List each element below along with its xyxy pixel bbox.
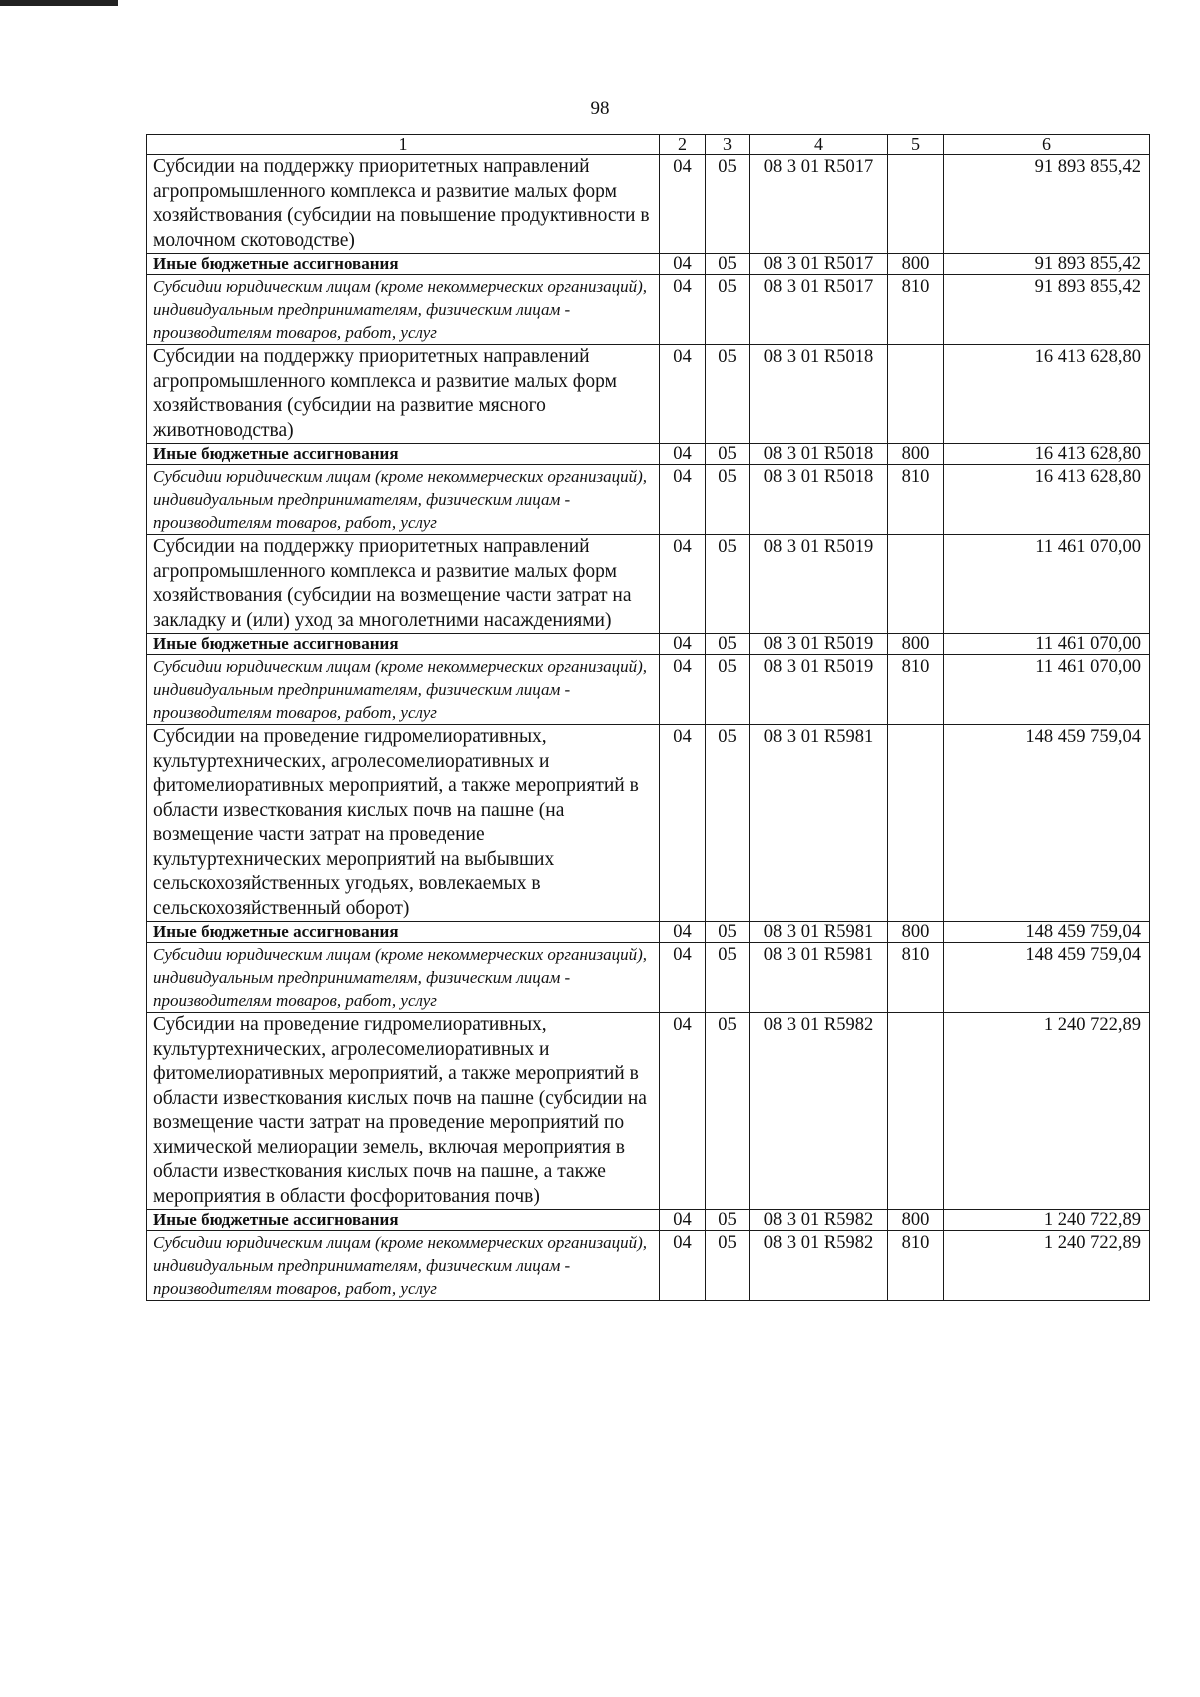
- cell-expense-type: 800: [888, 254, 944, 275]
- cell-amount: 11 461 070,00: [944, 634, 1150, 655]
- cell-subsection: 05: [706, 725, 750, 922]
- cell-target-code: 08 3 01 R5019: [750, 655, 888, 725]
- cell-name: Иные бюджетные ассигнования: [147, 922, 660, 943]
- cell-name: Субсидии на проведение гидромелиоративных, культуртехнических, агролесомелиоративных и фитомелиоративных мероприятий, а также мероприятий в области известкования кислых почв на пашне (субсидии на возмещение части затрат на проведение мероприятий по химической мелиорации земель, включая мероприятия в области известкования кислых почв на пашне, а также мероприятия в области фосфоритования почв): [147, 1013, 660, 1210]
- cell-name: Субсидии юридическим лицам (кроме некоммерческих организаций), индивидуальным предпринимателям, физическим лицам - производителям товаров, работ, услуг: [147, 465, 660, 535]
- cell-amount: 148 459 759,04: [944, 943, 1150, 1013]
- cell-section: 04: [660, 275, 706, 345]
- table-row-bold: [147, 1210, 1150, 1231]
- table-row-bold: [147, 634, 1150, 655]
- header-col-1: 1: [147, 135, 660, 155]
- cell-target-code: 08 3 01 R5019: [750, 634, 888, 655]
- cell-section: 04: [660, 943, 706, 1013]
- cell-subsection: 05: [706, 345, 750, 444]
- cell-subsection: 05: [706, 634, 750, 655]
- cell-section: 04: [660, 1231, 706, 1301]
- cell-expense-type: 810: [888, 1231, 944, 1301]
- cell-target-code: 08 3 01 R5981: [750, 725, 888, 922]
- cell-expense-type: [888, 725, 944, 922]
- cell-section: 04: [660, 1013, 706, 1210]
- cell-target-code: 08 3 01 R5018: [750, 444, 888, 465]
- cell-amount: 1 240 722,89: [944, 1231, 1150, 1301]
- cell-target-code: 08 3 01 R5018: [750, 345, 888, 444]
- cell-amount: 11 461 070,00: [944, 655, 1150, 725]
- cell-expense-type: 800: [888, 1210, 944, 1231]
- cell-subsection: 05: [706, 1013, 750, 1210]
- cell-target-code: 08 3 01 R5019: [750, 535, 888, 634]
- cell-target-code: 08 3 01 R5017: [750, 275, 888, 345]
- table-row-normal: [147, 725, 1150, 922]
- cell-name: Иные бюджетные ассигнования: [147, 254, 660, 275]
- cell-amount: 148 459 759,04: [944, 725, 1150, 922]
- cell-target-code: 08 3 01 R5982: [750, 1231, 888, 1301]
- cell-target-code: 08 3 01 R5982: [750, 1013, 888, 1210]
- cell-section: 04: [660, 444, 706, 465]
- cell-expense-type: 810: [888, 655, 944, 725]
- cell-amount: 148 459 759,04: [944, 922, 1150, 943]
- cell-amount: 1 240 722,89: [944, 1210, 1150, 1231]
- cell-expense-type: 810: [888, 943, 944, 1013]
- table-row-italic: [147, 465, 1150, 535]
- cell-subsection: 05: [706, 535, 750, 634]
- table-row-normal: [147, 345, 1150, 444]
- cell-expense-type: [888, 535, 944, 634]
- cell-amount: 1 240 722,89: [944, 1013, 1150, 1210]
- table-row-italic: [147, 943, 1150, 1013]
- cell-amount: 11 461 070,00: [944, 535, 1150, 634]
- table-row-normal: [147, 1013, 1150, 1210]
- cell-name: Иные бюджетные ассигнования: [147, 1210, 660, 1231]
- cell-target-code: 08 3 01 R5982: [750, 1210, 888, 1231]
- cell-target-code: 08 3 01 R5017: [750, 155, 888, 254]
- cell-section: 04: [660, 345, 706, 444]
- budget-allocation-table: [146, 134, 1150, 1301]
- cell-name: Субсидии юридическим лицам (кроме некоммерческих организаций), индивидуальным предпринимателям, физическим лицам - производителям товаров, работ, услуг: [147, 655, 660, 725]
- cell-expense-type: 800: [888, 444, 944, 465]
- cell-subsection: 05: [706, 1210, 750, 1231]
- table-row-bold: [147, 254, 1150, 275]
- cell-expense-type: 800: [888, 922, 944, 943]
- cell-expense-type: [888, 1013, 944, 1210]
- header-col-6: 6: [944, 135, 1150, 155]
- table-body: [147, 135, 1150, 1301]
- cell-target-code: 08 3 01 R5981: [750, 922, 888, 943]
- header-col-2: 2: [660, 135, 706, 155]
- table-row-italic: [147, 1231, 1150, 1301]
- cell-section: 04: [660, 655, 706, 725]
- cell-section: 04: [660, 155, 706, 254]
- cell-expense-type: [888, 155, 944, 254]
- cell-subsection: 05: [706, 1231, 750, 1301]
- cell-subsection: 05: [706, 275, 750, 345]
- scan-edge-mark: [0, 0, 118, 6]
- cell-section: 04: [660, 535, 706, 634]
- cell-amount: 16 413 628,80: [944, 444, 1150, 465]
- cell-name: Иные бюджетные ассигнования: [147, 634, 660, 655]
- cell-subsection: 05: [706, 444, 750, 465]
- cell-name: Субсидии на проведение гидромелиоративных, культуртехнических, агролесомелиоративных и фитомелиоративных мероприятий, а также мероприятий в области известкования кислых почв на пашне (на возмещение части затрат на проведение культуртехнических мероприятий на выбывших сельскохозяйственных угодьях, вовлекаемых в сельскохозяйственный оборот): [147, 725, 660, 922]
- table-row-bold: [147, 444, 1150, 465]
- page-number: 98: [590, 98, 610, 119]
- table-row-normal: [147, 535, 1150, 634]
- cell-name: Субсидии на поддержку приоритетных направлений агропромышленного комплекса и развитие малых форм хозяйствования (субсидии на возмещение части затрат на закладку и (или) уход за многолетними насаждениями): [147, 535, 660, 634]
- cell-target-code: 08 3 01 R5981: [750, 943, 888, 1013]
- cell-name: Субсидии на поддержку приоритетных направлений агропромышленного комплекса и развитие малых форм хозяйствования (субсидии на развитие мясного животноводства): [147, 345, 660, 444]
- cell-target-code: 08 3 01 R5018: [750, 465, 888, 535]
- table-row-italic: [147, 275, 1150, 345]
- cell-subsection: 05: [706, 465, 750, 535]
- header-col-4: 4: [750, 135, 888, 155]
- cell-section: 04: [660, 465, 706, 535]
- cell-name: Субсидии на поддержку приоритетных направлений агропромышленного комплекса и развитие малых форм хозяйствования (субсидии на повышение продуктивности в молочном скотоводстве): [147, 155, 660, 254]
- cell-section: 04: [660, 725, 706, 922]
- cell-name: Субсидии юридическим лицам (кроме некоммерческих организаций), индивидуальным предпринимателям, физическим лицам - производителям товаров, работ, услуг: [147, 943, 660, 1013]
- cell-amount: 16 413 628,80: [944, 345, 1150, 444]
- table-row-italic: [147, 655, 1150, 725]
- cell-amount: 91 893 855,42: [944, 155, 1150, 254]
- table-row-normal: [147, 155, 1150, 254]
- header-col-3: 3: [706, 135, 750, 155]
- cell-expense-type: 800: [888, 634, 944, 655]
- cell-target-code: 08 3 01 R5017: [750, 254, 888, 275]
- cell-expense-type: 810: [888, 465, 944, 535]
- cell-name: Субсидии юридическим лицам (кроме некоммерческих организаций), индивидуальным предпринимателям, физическим лицам - производителям товаров, работ, услуг: [147, 275, 660, 345]
- cell-subsection: 05: [706, 155, 750, 254]
- cell-expense-type: 810: [888, 275, 944, 345]
- cell-section: 04: [660, 254, 706, 275]
- cell-subsection: 05: [706, 922, 750, 943]
- cell-subsection: 05: [706, 254, 750, 275]
- cell-expense-type: [888, 345, 944, 444]
- cell-amount: 16 413 628,80: [944, 465, 1150, 535]
- cell-section: 04: [660, 1210, 706, 1231]
- cell-subsection: 05: [706, 655, 750, 725]
- header-col-5: 5: [888, 135, 944, 155]
- cell-amount: 91 893 855,42: [944, 275, 1150, 345]
- cell-subsection: 05: [706, 943, 750, 1013]
- table-row-bold: [147, 922, 1150, 943]
- cell-name: Субсидии юридическим лицам (кроме некоммерческих организаций), индивидуальным предпринимателям, физическим лицам - производителям товаров, работ, услуг: [147, 1231, 660, 1301]
- cell-amount: 91 893 855,42: [944, 254, 1150, 275]
- cell-name: Иные бюджетные ассигнования: [147, 444, 660, 465]
- cell-section: 04: [660, 634, 706, 655]
- table-header-row: [147, 135, 1150, 155]
- cell-section: 04: [660, 922, 706, 943]
